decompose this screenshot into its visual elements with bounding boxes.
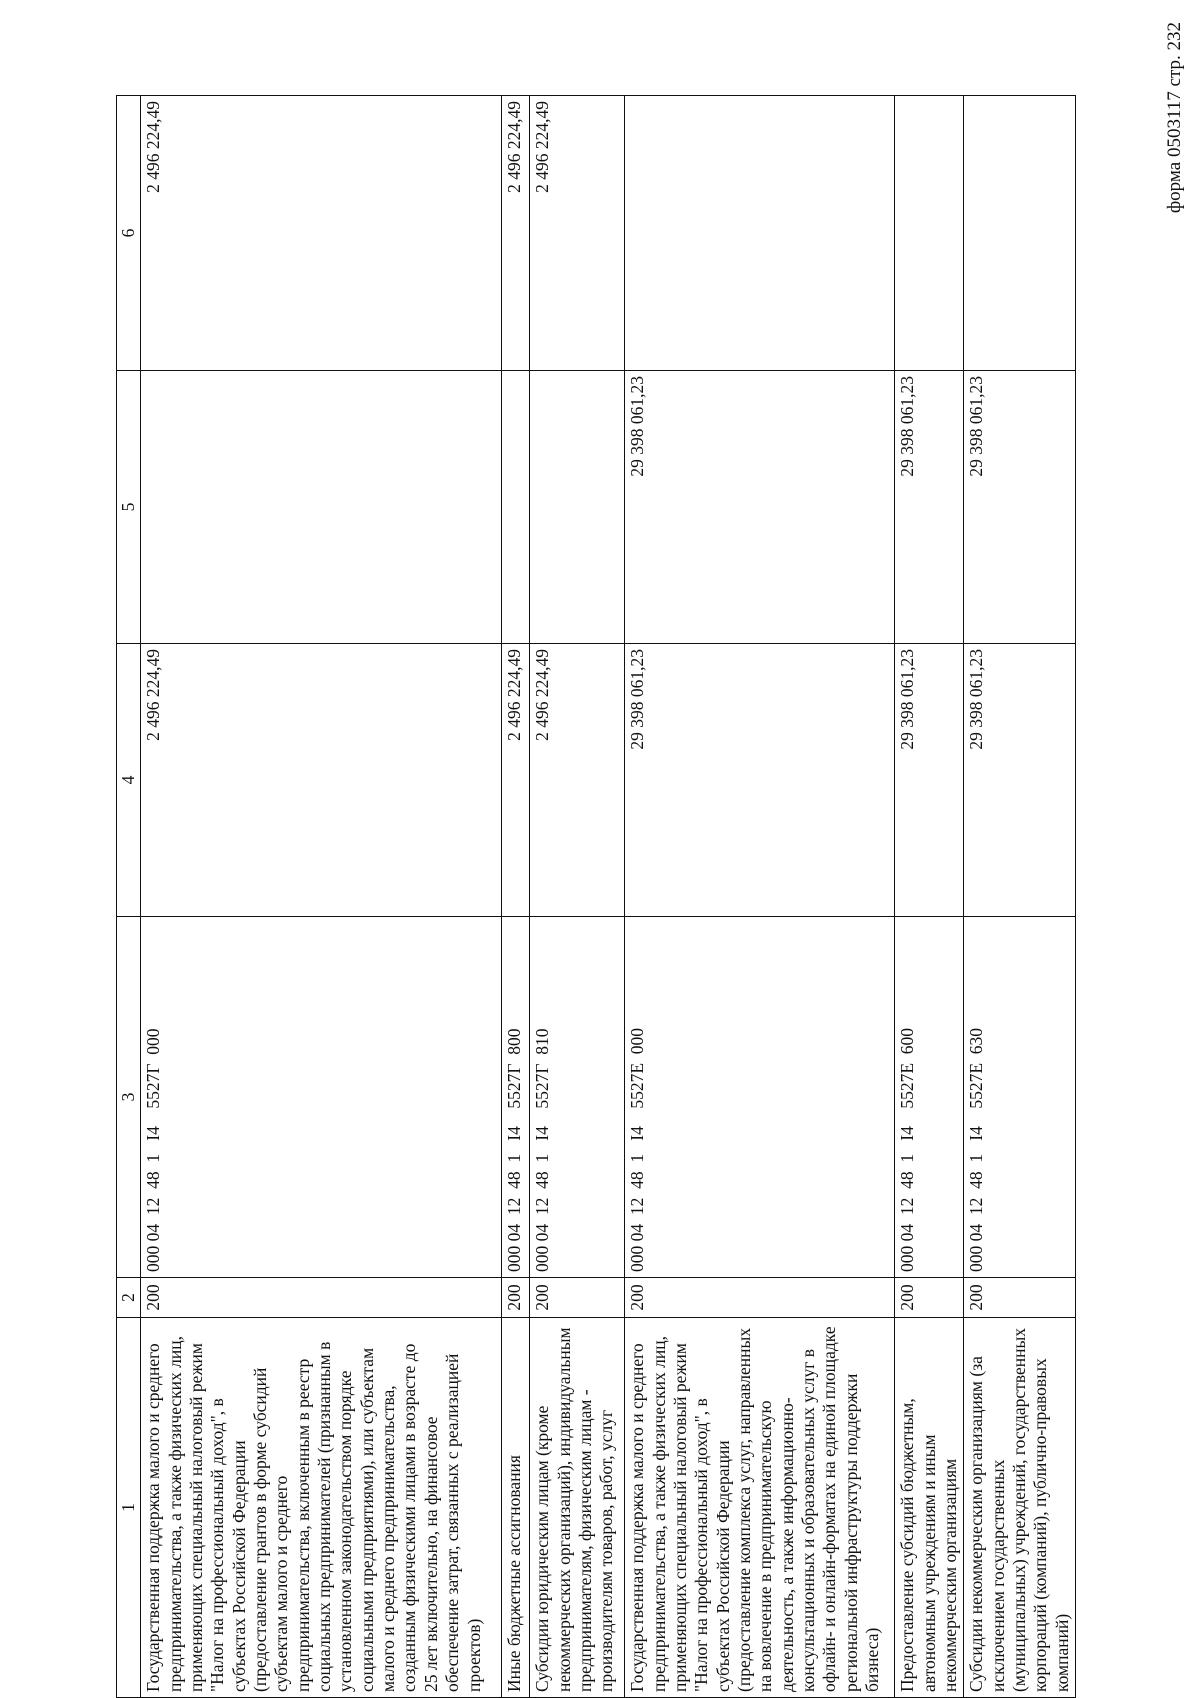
amount-col6-cell: 2 496 224,49: [502, 96, 530, 371]
column-header: 4: [117, 644, 141, 917]
budget-code-cell: 000 04 12 48 1 I4 5527Г 810: [530, 917, 625, 1278]
row-name-cell: Государственная поддержка малого и среднего предпринимательства, а также физических лиц, применяющих специальный налоговый режим "Налог на профессиональный доход", в субъектах Российской Федерации (предоставление комплекса услуг, направленных на вовлечение в предпринимательскую деятельность, а также информационно-консультационных и образовательных услуг в офлайн- и онлайн-форматах на единой площадке региональной инфраструктуры поддержки бизнеса): [625, 1318, 895, 1698]
line-code-cell: 200: [502, 1278, 530, 1318]
table-row: [502, 96, 530, 1698]
row-name-cell: Иные бюджетные ассигнования: [502, 1318, 530, 1698]
table-row: [530, 96, 625, 1698]
column-header: 1: [117, 1318, 141, 1698]
form-number-label: форма 0503117 стр. 232: [1164, 22, 1185, 214]
row-name-cell: Предоставление субсидий бюджетным, автономным учреждениям и иным некоммерческим организациям: [895, 1318, 964, 1698]
amount-col5-cell: 29 398 061,23: [625, 371, 895, 644]
row-name-cell: Государственная поддержка малого и среднего предпринимательства, а также физических лиц, применяющих специальный налоговый режим "Налог на профессиональный доход", в субъектах Российской Федерации (предоставление грантов в форме субсидий субъектам малого и среднего предпринимательства, включенным в реестр социальных предпринимателей (признанным в установленном законодательством порядке социальными предприятиями), или субъектам малого и среднего предпринимательства, созданным физическими лицами в возрасте до 25 лет включительно, на финансовое обеспечение затрат, связанных с реализацией проектов): [141, 1318, 502, 1698]
budget-code-cell: 000 04 12 48 1 I4 5527Г 800: [502, 917, 530, 1278]
amount-col6-cell: 2 496 224,49: [141, 96, 502, 371]
amount-col6-cell: [895, 96, 964, 371]
line-code-cell: 200: [895, 1278, 964, 1318]
column-header: 5: [117, 371, 141, 644]
amount-col6-cell: 2 496 224,49: [530, 96, 625, 371]
amount-col5-cell: [502, 371, 530, 644]
budget-code-cell: 000 04 12 48 1 I4 5527Е 000: [625, 917, 895, 1278]
column-header: 2: [117, 1278, 141, 1318]
row-name-cell: Субсидии юридическим лицам (кроме некоммерческих организаций), индивидуальным предпринимателям, физическим лицам - производителям товаров, работ, услуг: [530, 1318, 625, 1698]
line-code-cell: 200: [141, 1278, 502, 1318]
amount-col5-cell: [530, 371, 625, 644]
amount-col4-cell: 2 496 224,49: [502, 644, 530, 917]
amount-col4-cell: 29 398 061,23: [625, 644, 895, 917]
table-row: [895, 96, 964, 1698]
line-code-cell: 200: [530, 1278, 625, 1318]
budget-table-sheet: [116, 96, 1104, 1698]
header-row: [117, 96, 141, 1698]
amount-col5-cell: 29 398 061,23: [895, 371, 964, 644]
budget-table: [116, 95, 1076, 1698]
amount-col5-cell: 29 398 061,23: [964, 371, 1076, 644]
amount-col4-cell: 2 496 224,49: [141, 644, 502, 917]
amount-col4-cell: 29 398 061,23: [895, 644, 964, 917]
amount-col4-cell: 2 496 224,49: [530, 644, 625, 917]
amount-col6-cell: [964, 96, 1076, 371]
budget-code-cell: 000 04 12 48 1 I4 5527Е 600: [895, 917, 964, 1278]
line-code-cell: 200: [964, 1278, 1076, 1318]
line-code-cell: 200: [625, 1278, 895, 1318]
row-name-cell: Субсидии некоммерческим организациям (за исключением государственных (муниципальных) учреждений, государственных корпораций (компаний), публично-правовых компаний): [964, 1318, 1076, 1698]
amount-col6-cell: [625, 96, 895, 371]
budget-code-cell: 000 04 12 48 1 I4 5527Г 000: [141, 917, 502, 1278]
table-row: [625, 96, 895, 1698]
table-row: [141, 96, 502, 1698]
table-row: [964, 96, 1076, 1698]
amount-col4-cell: 29 398 061,23: [964, 644, 1076, 917]
budget-code-cell: 000 04 12 48 1 I4 5527Е 630: [964, 917, 1076, 1278]
amount-col5-cell: [141, 371, 502, 644]
column-header: 6: [117, 96, 141, 371]
column-header: 3: [117, 917, 141, 1278]
